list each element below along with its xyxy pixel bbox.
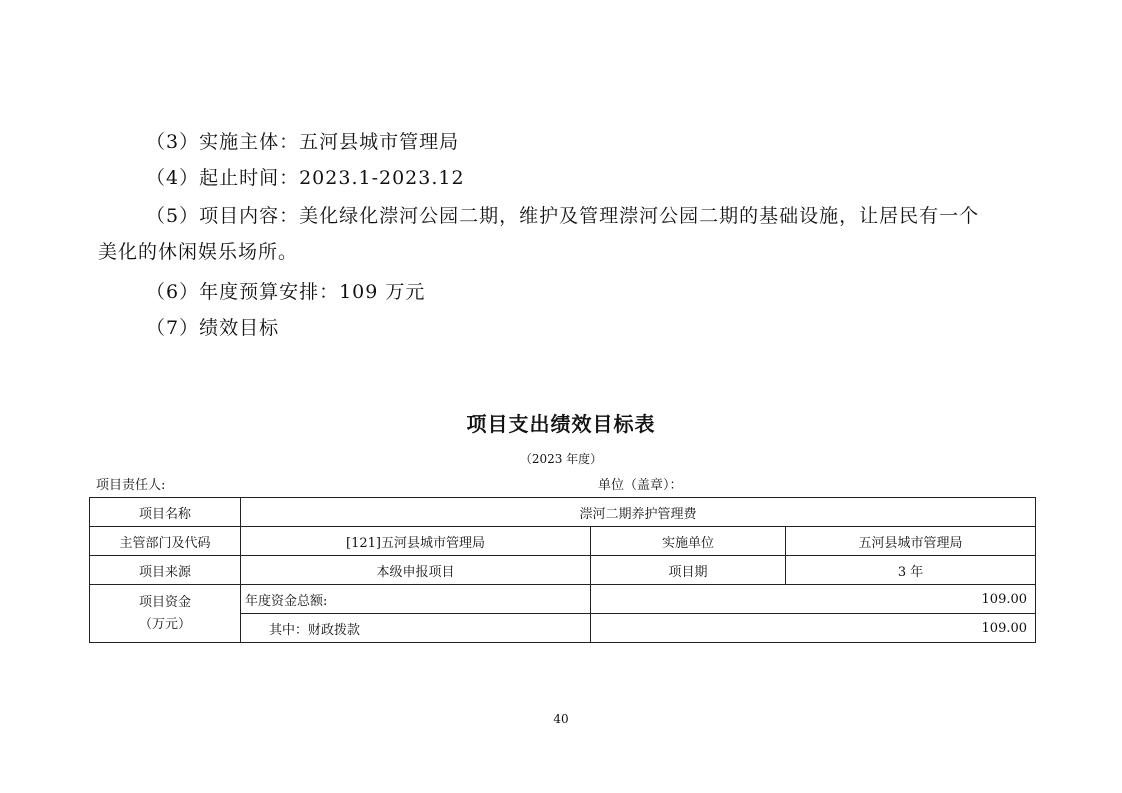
implementer-label: 实施单位 [591, 527, 786, 556]
item-goal-text: （7）绩效目标 [146, 317, 280, 339]
item-content [98, 198, 1028, 270]
period-value: 3 年 [786, 556, 1036, 585]
item-period-text: （4）起止时间：2023.1-2023.12 [146, 167, 465, 189]
responsible-person-label: 项目责任人: [96, 478, 166, 493]
item-budget [98, 274, 1028, 310]
table-subtitle: （2023 年度） [519, 452, 603, 466]
period-label: 项目期 [591, 556, 786, 585]
item-goal [98, 310, 1028, 346]
department-value: [121]五河县城市管理局 [241, 527, 591, 556]
item-period [98, 160, 1028, 196]
implementer-value: 五河县城市管理局 [786, 527, 1036, 556]
project-name-label: 项目名称 [90, 498, 241, 527]
item-implementer [98, 124, 1028, 160]
item-content-line-2: 美化的休闲娱乐场所。 [98, 241, 299, 263]
performance-target-table [89, 497, 1036, 643]
annual-total-label: 年度资金总额: [241, 585, 591, 614]
project-name-value: 漴河二期养护管理费 [241, 498, 1036, 527]
item-content-line-1: （5）项目内容：美化绿化漴河公园二期，维护及管理漴河公园二期的基础设施，让居民有一个 [146, 205, 980, 227]
table-row-source [90, 556, 1036, 585]
page-number: 40 [553, 712, 569, 726]
fund-label-line-2: （万元） [138, 616, 191, 632]
finance-allocation-value: 109.00 [591, 614, 1036, 643]
table-row-annual-total [90, 585, 1036, 614]
item-budget-text: （6）年度预算安排：109 万元 [146, 281, 426, 303]
item-implementer-text: （3）实施主体：五河县城市管理局 [146, 131, 460, 153]
department-label: 主管部门及代码 [90, 527, 241, 556]
fund-label [90, 585, 241, 643]
table-title: 项目支出绩效目标表 [466, 412, 656, 436]
unit-seal-label: 单位（盖章）： [598, 478, 683, 493]
finance-allocation-label: 其中：财政拨款 [241, 614, 591, 643]
source-value: 本级申报项目 [241, 556, 591, 585]
table-row-project-name [90, 498, 1036, 527]
table-row-department [90, 527, 1036, 556]
annual-total-value: 109.00 [591, 585, 1036, 614]
fund-label-line-1: 项目资金 [138, 594, 191, 610]
source-label: 项目来源 [90, 556, 241, 585]
